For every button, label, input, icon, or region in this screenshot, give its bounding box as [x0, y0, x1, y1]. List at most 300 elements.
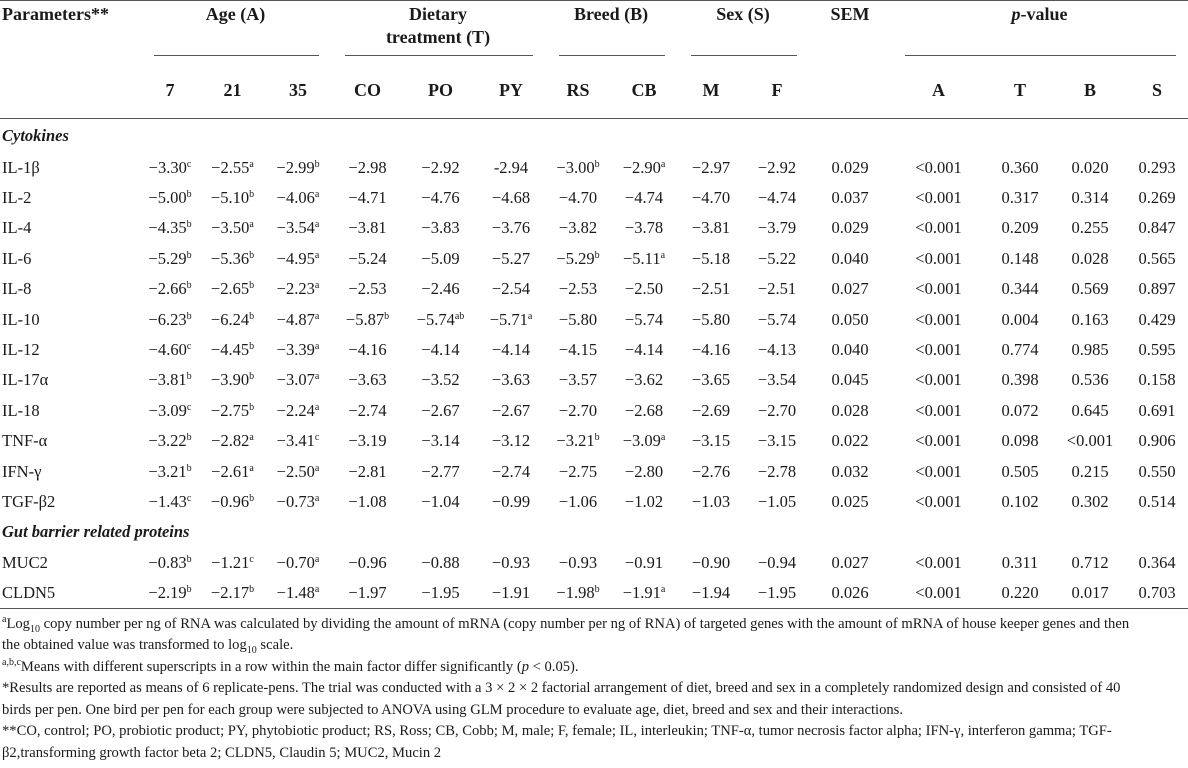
table-cell — [986, 548, 1054, 578]
table-cell — [891, 274, 986, 304]
table-cell — [986, 456, 1054, 486]
cell-value: −2.51 — [691, 279, 731, 299]
cell-value: −3.30 — [148, 157, 187, 177]
cell-value: −3.81 — [348, 218, 387, 238]
cell-value: −2.77 — [421, 461, 460, 481]
table-cell — [891, 304, 986, 334]
cell-value: −3.22 — [148, 431, 187, 451]
cell-value: 0.269 — [1138, 188, 1176, 208]
row-parameter-name: IL-1β — [2, 157, 40, 177]
cell-value: 0.703 — [1138, 582, 1176, 602]
table-cell — [404, 426, 477, 456]
cell-value: −3.65 — [691, 370, 731, 390]
table-row — [0, 487, 1188, 517]
table-cell — [677, 304, 745, 334]
cell-value: 0.847 — [1138, 218, 1176, 238]
cell-value: −2.19 — [148, 582, 187, 602]
significance-superscript: a — [314, 583, 320, 595]
significance-superscript: a — [314, 492, 320, 504]
table-cell — [677, 456, 745, 486]
table-cell — [1054, 487, 1126, 517]
table-row — [0, 213, 1188, 243]
subheader-age-21: 21 — [200, 64, 265, 119]
table-cell — [809, 153, 891, 183]
table-cell — [809, 183, 891, 213]
row-parameter-name: IL-18 — [2, 400, 40, 420]
cell-value: −4.87 — [276, 309, 315, 329]
table-cell — [677, 426, 745, 456]
cell-value: −2.76 — [691, 461, 731, 481]
significance-superscript: a — [314, 219, 320, 231]
table-cell — [545, 365, 611, 395]
cell-value: −3.09 — [622, 431, 661, 451]
cell-value: 0.897 — [1138, 279, 1176, 299]
table-cell — [809, 456, 891, 486]
cell-value: 0.026 — [831, 582, 869, 602]
table-cell — [891, 213, 986, 243]
significance-superscript: b — [594, 432, 600, 444]
cell-value: 0.017 — [1071, 582, 1109, 602]
table-cell — [611, 244, 677, 274]
row-parameter-name: IL-4 — [2, 218, 32, 238]
table-row — [0, 548, 1188, 578]
table-cell — [745, 548, 809, 578]
cell-value: −0.88 — [421, 552, 460, 572]
table-cell — [545, 578, 611, 608]
table-cell — [986, 335, 1054, 365]
table-cell — [140, 213, 200, 243]
cell-value: −4.16 — [348, 340, 387, 360]
row-parameter-name: IFN-γ — [2, 461, 42, 481]
cell-value: −2.80 — [624, 461, 664, 481]
footnote-star: *Results are reported as means of 6 replicate-pens. The trial was conducted with a 3 × 2 × 2 factorial arrangement of diet, breed and sex in a completely randomized design and consisted of 40 birds per pen. One bird per pen for each group were subjected to ANOVA using GLM procedure to evaluate age, diet, breed and sex and their interactions. — [2, 680, 1121, 718]
significance-superscript: a — [314, 553, 320, 565]
cell-value: −3.21 — [556, 431, 595, 451]
table-cell — [404, 153, 477, 183]
subheader-p-s: S — [1126, 64, 1188, 119]
table-cell — [891, 244, 986, 274]
cell-value: 0.220 — [1001, 582, 1039, 602]
footnote-abc: $^{a,b,c}$Means with different superscripts in a row within the main factor differ significantly (p < 0.05). — [2, 656, 579, 675]
cell-value: −2.53 — [348, 279, 387, 299]
cell-value: −5.22 — [757, 248, 797, 268]
table-cell — [331, 578, 404, 608]
table-cell — [611, 487, 677, 517]
significance-superscript: a — [314, 371, 320, 383]
table-cell — [809, 548, 891, 578]
significance-superscript: a — [314, 401, 320, 413]
cell-value: −2.17 — [210, 582, 250, 602]
cell-value: 0.102 — [1001, 491, 1039, 511]
cell-value: −2.51 — [757, 279, 797, 299]
cell-value: −3.90 — [210, 370, 250, 390]
table-cell — [745, 456, 809, 486]
table-cell — [891, 365, 986, 395]
table-cell — [677, 274, 745, 304]
cell-value: −2.92 — [421, 157, 460, 177]
table-cell — [1126, 335, 1188, 365]
table-cell — [1126, 548, 1188, 578]
cell-value: 0.569 — [1071, 279, 1109, 299]
cell-value: −4.71 — [348, 188, 387, 208]
significance-superscript: b — [186, 310, 192, 322]
table-cell — [200, 183, 265, 213]
table-row — [0, 335, 1188, 365]
table-cell — [200, 396, 265, 426]
subheader-empty — [0, 64, 140, 119]
cell-value: 0.595 — [1138, 340, 1176, 360]
table-cell — [891, 396, 986, 426]
table-cell — [745, 578, 809, 608]
cell-value: <0.001 — [915, 157, 962, 177]
subheader-f: F — [745, 64, 809, 119]
table-cell — [1126, 304, 1188, 334]
table-cell — [611, 578, 677, 608]
table-cell — [331, 426, 404, 456]
table-cell — [331, 304, 404, 334]
table-cell — [404, 396, 477, 426]
table-cell — [265, 487, 331, 517]
cell-value: −1.48 — [276, 582, 315, 602]
cell-value: <0.001 — [915, 248, 962, 268]
table-cell — [331, 274, 404, 304]
cell-value: <0.001 — [915, 279, 962, 299]
cell-value: −0.91 — [624, 552, 664, 572]
cell-value: 0.215 — [1071, 461, 1109, 481]
table-cell — [677, 396, 745, 426]
table-cell — [745, 213, 809, 243]
cell-value: 0.360 — [1001, 157, 1039, 177]
cell-value: 0.293 — [1138, 157, 1176, 177]
cell-value: −4.15 — [558, 340, 598, 360]
table-cell — [331, 213, 404, 243]
cell-value: 0.514 — [1138, 491, 1176, 511]
cell-value: 0.505 — [1001, 461, 1039, 481]
section-header-row — [0, 517, 1188, 547]
cell-value: −3.76 — [491, 218, 531, 238]
table-cell — [891, 335, 986, 365]
table-cell — [745, 153, 809, 183]
table-row — [0, 578, 1188, 608]
cell-value: −2.99 — [276, 157, 315, 177]
row-parameter-name: MUC2 — [2, 552, 48, 572]
table-cell — [200, 365, 265, 395]
table-cell — [140, 456, 200, 486]
table-cell — [611, 213, 677, 243]
table-cell — [545, 456, 611, 486]
subheader-age-35: 35 — [265, 64, 331, 119]
row-parameter-name: IL-8 — [2, 279, 32, 299]
cell-value: −0.93 — [558, 552, 598, 572]
table-cell — [677, 244, 745, 274]
cell-value: 0.255 — [1071, 218, 1109, 238]
table-cell — [477, 304, 545, 334]
subheader-po: PO — [404, 64, 477, 119]
significance-superscript: b — [249, 280, 255, 292]
table-cell — [745, 396, 809, 426]
subheader-py: PY — [477, 64, 545, 119]
significance-superscript: b — [186, 462, 192, 474]
cell-value: −2.92 — [757, 157, 797, 177]
table-cell — [986, 153, 1054, 183]
cell-value: −0.73 — [276, 491, 315, 511]
table-cell — [611, 304, 677, 334]
table-cell — [140, 426, 200, 456]
cell-value: <0.001 — [915, 552, 962, 572]
row-parameter-name: IL-10 — [2, 309, 40, 329]
table-cell — [809, 244, 891, 274]
table-cell — [265, 244, 331, 274]
cell-value: <0.001 — [915, 309, 962, 329]
cell-value: <0.001 — [915, 400, 962, 420]
significance-superscript: b — [249, 371, 255, 383]
table-body — [0, 119, 1188, 609]
table-row — [0, 456, 1188, 486]
table-cell — [1126, 487, 1188, 517]
cell-value: −3.52 — [421, 370, 460, 390]
table-cell — [809, 487, 891, 517]
cell-value: −5.27 — [491, 248, 531, 268]
cell-value: 0.536 — [1071, 370, 1109, 390]
table-cell — [331, 183, 404, 213]
table-cell — [477, 578, 545, 608]
cell-value: −2.70 — [558, 400, 598, 420]
table-cell — [745, 487, 809, 517]
table-cell — [200, 487, 265, 517]
cell-value: −6.23 — [148, 309, 187, 329]
table-cell — [611, 426, 677, 456]
row-parameter-name: IL-6 — [2, 248, 32, 268]
cell-value: −6.24 — [210, 309, 250, 329]
cell-value: −5.36 — [210, 248, 250, 268]
cell-value: −3.09 — [148, 400, 187, 420]
table-cell — [477, 396, 545, 426]
cell-value: −2.67 — [491, 400, 531, 420]
cell-value: <0.001 — [915, 188, 962, 208]
table-cell — [1054, 578, 1126, 608]
cell-value: −1.03 — [691, 491, 731, 511]
cell-value: 0.040 — [831, 248, 869, 268]
cell-value: 0.163 — [1071, 309, 1109, 329]
table-cell — [200, 304, 265, 334]
table-cell — [200, 548, 265, 578]
cell-value: 0.022 — [831, 431, 869, 451]
cell-value: −2.98 — [348, 157, 387, 177]
table-cell — [809, 396, 891, 426]
table-cell — [477, 213, 545, 243]
cell-value: −0.70 — [276, 552, 315, 572]
cell-value: −1.43 — [148, 491, 187, 511]
table-cell — [200, 426, 265, 456]
cell-value: -2.94 — [493, 157, 529, 177]
table-cell — [1054, 274, 1126, 304]
significance-superscript: a — [527, 310, 533, 322]
significance-superscript: c — [249, 553, 254, 565]
cell-value: −3.78 — [624, 218, 664, 238]
table-cell — [477, 153, 545, 183]
table-cell — [331, 456, 404, 486]
cell-value: −5.24 — [348, 248, 387, 268]
significance-superscript: a — [314, 310, 320, 322]
cell-value: −4.16 — [691, 340, 731, 360]
cell-value: −3.57 — [558, 370, 598, 390]
cell-value: <0.001 — [915, 218, 962, 238]
cell-value: −3.19 — [348, 431, 387, 451]
cell-value: −3.63 — [491, 370, 531, 390]
table-cell — [986, 244, 1054, 274]
table-cell — [404, 578, 477, 608]
cell-value: −3.54 — [757, 370, 797, 390]
cell-value: −2.46 — [421, 279, 460, 299]
breed-group-header: Breed (B) — [545, 1, 677, 64]
significance-superscript: c — [314, 432, 320, 444]
significance-superscript: b — [249, 401, 255, 413]
cell-value: −1.95 — [421, 582, 460, 602]
cell-value: −5.09 — [421, 248, 460, 268]
table-cell — [1126, 213, 1188, 243]
cell-value: −5.80 — [558, 309, 598, 329]
cell-value: −4.13 — [757, 340, 797, 360]
table-cell — [477, 365, 545, 395]
table-cell — [986, 304, 1054, 334]
cell-value: −0.96 — [210, 491, 250, 511]
cell-value: <0.001 — [1066, 431, 1114, 451]
significance-superscript: b — [186, 219, 192, 231]
table-cell — [200, 213, 265, 243]
cell-value: −2.55 — [211, 157, 250, 177]
subheader-p-b: B — [1054, 64, 1126, 119]
table-cell — [891, 456, 986, 486]
cell-value: −2.70 — [757, 400, 797, 420]
table-cell — [809, 213, 891, 243]
cell-value: <0.001 — [915, 491, 962, 511]
table-cell — [404, 548, 477, 578]
cell-value: −0.93 — [491, 552, 531, 572]
significance-superscript: b — [314, 158, 320, 170]
cell-value: −3.15 — [691, 431, 731, 451]
significance-superscript: b — [249, 249, 255, 261]
cell-value: 0.645 — [1071, 400, 1109, 420]
cell-value: 0.311 — [1001, 552, 1039, 572]
table-cell — [140, 578, 200, 608]
table-cell — [265, 183, 331, 213]
significance-superscript: b — [249, 583, 255, 595]
cell-value: −3.79 — [757, 218, 797, 238]
table-cell — [809, 365, 891, 395]
table-cell — [809, 304, 891, 334]
table-cell — [265, 213, 331, 243]
table-row — [0, 396, 1188, 426]
cell-value: −3.39 — [276, 340, 315, 360]
table-cell — [611, 396, 677, 426]
significance-superscript: a — [660, 158, 666, 170]
table-cell — [331, 396, 404, 426]
cell-value: −1.91 — [622, 582, 661, 602]
cell-value: −3.81 — [148, 370, 187, 390]
subheader-m: M — [677, 64, 745, 119]
cell-value: −3.07 — [276, 370, 315, 390]
table-cell — [1126, 183, 1188, 213]
cell-value: −5.10 — [210, 188, 250, 208]
row-parameter-name: CLDN5 — [0, 578, 140, 608]
cell-value: <0.001 — [915, 370, 962, 390]
cell-value: −2.66 — [148, 279, 187, 299]
cell-value: −3.81 — [691, 218, 731, 238]
sem-header: SEM — [830, 4, 870, 24]
cell-value: −1.04 — [421, 491, 460, 511]
cell-value: 0.691 — [1138, 400, 1176, 420]
cell-value: 0.429 — [1138, 309, 1176, 329]
table-cell — [1054, 456, 1126, 486]
cell-value: −1.08 — [348, 491, 387, 511]
row-parameter-name: IL-12 — [2, 340, 40, 360]
table-cell — [265, 304, 331, 334]
table-header — [0, 1, 1188, 119]
table-cell — [677, 578, 745, 608]
significance-superscript: c — [186, 158, 192, 170]
cell-value: 0.098 — [1001, 431, 1039, 451]
cell-value: −3.54 — [276, 218, 315, 238]
cell-value: −1.98 — [556, 582, 595, 602]
table-cell — [611, 365, 677, 395]
cell-value: −2.97 — [691, 157, 731, 177]
table-cell — [404, 456, 477, 486]
table-cell — [200, 578, 265, 608]
cell-value: −0.94 — [757, 552, 797, 572]
significance-superscript: b — [186, 249, 192, 261]
table-cell — [611, 274, 677, 304]
cell-value: 0.148 — [1001, 248, 1039, 268]
dietary-treatment-group-header: Dietary treatment (T) — [331, 1, 545, 64]
cell-value: −3.62 — [624, 370, 664, 390]
cell-value: 0.037 — [831, 188, 869, 208]
significance-superscript: a — [314, 341, 320, 353]
cell-value: 0.906 — [1138, 431, 1176, 451]
cell-value: 0.020 — [1071, 157, 1109, 177]
cell-value: −2.67 — [421, 400, 460, 420]
table-cell — [1126, 274, 1188, 304]
significance-superscript: b — [186, 280, 192, 292]
cell-value: −2.50 — [624, 279, 664, 299]
cell-value: −5.29 — [556, 248, 595, 268]
table-cell — [611, 548, 677, 578]
table-cell — [331, 365, 404, 395]
significance-superscript: b — [186, 371, 192, 383]
significance-superscript: b — [186, 553, 192, 565]
table-cell — [140, 487, 200, 517]
cell-value: 0.027 — [831, 552, 869, 572]
table-cell — [986, 426, 1054, 456]
cell-value: 0.317 — [1001, 188, 1039, 208]
table-cell — [404, 365, 477, 395]
table-cell — [545, 183, 611, 213]
cell-value: −4.14 — [624, 340, 664, 360]
table-cell — [745, 183, 809, 213]
subheader-sem-empty — [809, 64, 891, 119]
footnotes — [0, 609, 1145, 765]
cell-value: −2.74 — [491, 461, 531, 481]
cell-value: −2.24 — [276, 400, 315, 420]
table-row — [0, 304, 1188, 334]
table-cell — [331, 335, 404, 365]
table-row — [0, 274, 1188, 304]
table-cell — [809, 274, 891, 304]
cell-value: 0.985 — [1071, 340, 1109, 360]
table-cell — [140, 153, 200, 183]
cell-value: −2.75 — [210, 400, 250, 420]
table-cell — [611, 183, 677, 213]
age-group-header: Age (A) — [140, 1, 331, 64]
